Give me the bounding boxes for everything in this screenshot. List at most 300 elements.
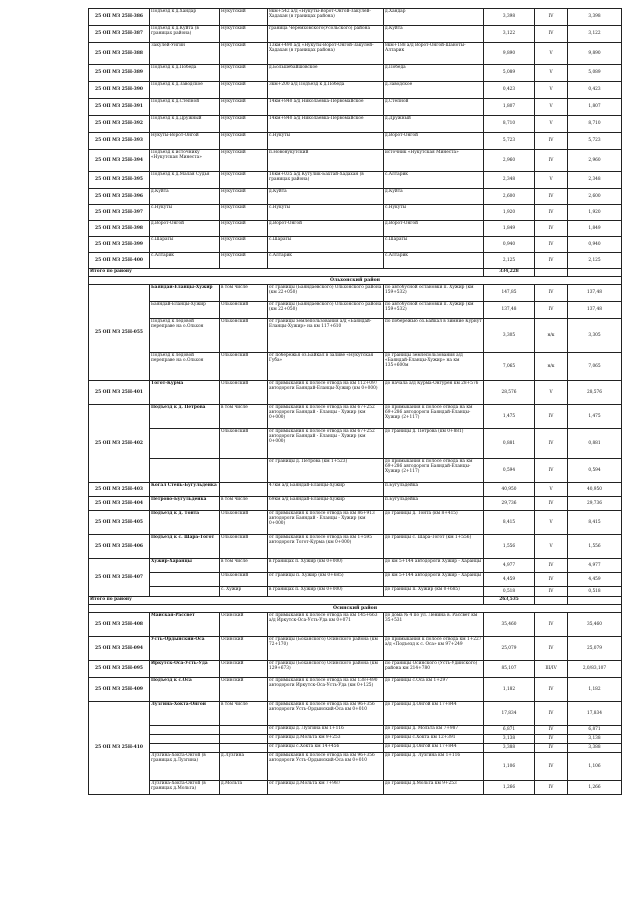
road-end-point: с.Алтарик xyxy=(384,172,484,189)
road-name: Подъезд к д.Победа xyxy=(150,65,220,82)
road-length-by-category: 29,736 xyxy=(568,497,622,511)
road-district xyxy=(220,459,268,483)
road-length-by-category: 3,398 xyxy=(568,9,622,26)
road-start-point: от примыкания к полосе отвода на км 112+097 автодороги Баяндай-Еланцы-Хужир (км 0+000) xyxy=(268,381,384,405)
road-start-point: с.Шараты xyxy=(268,237,384,253)
road-name: Лузгина-Хокта-Онгой xyxy=(150,702,220,726)
road-start-point: от примыкания к полосе отвода на км 96+356 автодороги Усть-Ордынский-Оса км 0+010 xyxy=(268,702,384,726)
road-length-by-category: 1,556 xyxy=(568,535,622,559)
road-district: Ольхонский xyxy=(220,381,268,405)
road-category: IV xyxy=(535,285,568,302)
road-end-point: до границы д. Лузгина км 1+116 xyxy=(384,753,484,781)
road-end-point: до границы д. Петрова (км 0+881) xyxy=(384,429,484,459)
road-end-point: по автобусной остановки п. Хужир (км 159+532) xyxy=(384,302,484,319)
road-length: 8,415 xyxy=(484,511,535,535)
road-code: 25 ОП МЗ 25Н-387 xyxy=(89,26,150,43)
table-row xyxy=(89,99,622,116)
table-row xyxy=(89,735,622,744)
road-start-point: от примыкания к полосе отвода на км 145+663 а/д Иркутск-Оса-Усть-Уда км 0+071 xyxy=(268,613,384,637)
road-length-by-category: 5,723 xyxy=(568,133,622,150)
road-start-point: 16км+035 а/д Кутулик-Бахтай-Хадахан (в границах района) xyxy=(268,172,384,189)
road-start-point: в границах п. Хужир (км 0+000) xyxy=(268,559,384,573)
table-row xyxy=(89,172,622,189)
road-end-point: до границы с.Хокта км 12+391 xyxy=(384,735,484,744)
road-length-by-category: 3,138 xyxy=(568,735,622,744)
road-name: Закулей-Унгин xyxy=(150,43,220,65)
road-code: 25 ОП МЗ 25Н-095 xyxy=(89,661,150,678)
road-end-point: с.Алтарик xyxy=(384,253,484,269)
road-category: IV xyxy=(535,253,568,269)
road-start-point: д.Большебайшовское xyxy=(268,65,384,82)
table-row xyxy=(89,116,622,133)
road-length: 2,348 xyxy=(484,172,535,189)
road-start-point: от границы (Боханского) Осинского района (км 129+673) xyxy=(268,661,384,678)
road-length-by-category: 0,881 xyxy=(568,429,622,459)
road-code: 25 ОП МЗ 25Н-398 xyxy=(89,221,150,237)
road-start-point: от границы с.Хокта км 14+456 xyxy=(268,744,384,753)
road-district: Нукутский xyxy=(220,172,268,189)
road-length: 1,475 xyxy=(484,405,535,429)
table-row xyxy=(89,483,622,497)
road-district xyxy=(220,483,268,497)
road-code: 25 ОП МЗ 25Н-400 xyxy=(89,253,150,269)
road-name: Подъезд к ледовой переправе на о.Ольхон xyxy=(150,319,220,353)
road-length: 25,079 xyxy=(484,637,535,661)
road-category: IV xyxy=(535,221,568,237)
road-name: Подъезд к д.Степной xyxy=(150,99,220,116)
district-total-row xyxy=(89,269,622,277)
district-name: Осинский район xyxy=(89,605,622,613)
road-length-by-category: 2,0/83,107 xyxy=(568,661,622,678)
road-length: 40,950 xyxy=(484,483,535,497)
road-start-point: 8км+542 а/д «Нукуты-Ворот-Онгой-Закулей-Хадахан (в границах района) xyxy=(268,9,384,26)
road-start-point: д.Ворот-Онгой xyxy=(268,221,384,237)
table-row xyxy=(89,678,622,702)
road-start-point: от примыкания к полосе отвода на км 96+356 автодороги Усть-Ордынский-Оса км 0+010 xyxy=(268,753,384,781)
total-empty-cell xyxy=(535,269,568,277)
road-length-by-category: 1,807 xyxy=(568,99,622,116)
road-length: 8,710 xyxy=(484,116,535,133)
table-row xyxy=(89,497,622,511)
road-start-point: от границы п. Хужир (км 0+685) xyxy=(268,573,384,587)
road-category: IV xyxy=(535,429,568,459)
road-length: 2,600 xyxy=(484,189,535,205)
road-end-point: д.Заводское xyxy=(384,82,484,99)
road-start-point: от примыкания к полосе отвода на км 67+252 автодороги Баяндай - Еланцы - Хужир (км 0+000) xyxy=(268,429,384,459)
road-district: Ольхонский xyxy=(220,511,268,535)
road-category: IV xyxy=(535,150,568,172)
road-district: Нукутский xyxy=(220,133,268,150)
road-code: 25 ОП МЗ 25Н-391 xyxy=(89,99,150,116)
road-length: 0,940 xyxy=(484,237,535,253)
road-category: IV xyxy=(535,587,568,597)
road-length: 1,182 xyxy=(484,678,535,702)
road-district: Ольхонский xyxy=(220,353,268,381)
road-district: Ольхонский xyxy=(220,535,268,559)
total-label: Итого по району xyxy=(89,269,484,277)
road-name: Подъезд к д.Хандар xyxy=(150,9,220,26)
road-name xyxy=(150,573,220,587)
road-category: V xyxy=(535,535,568,559)
road-district xyxy=(220,744,268,753)
road-end-point: до границы д. Мольта км 7+987 xyxy=(384,726,484,735)
road-length-by-category: 3,388 xyxy=(568,744,622,753)
road-code: 25 ОП МЗ 25Н-404 xyxy=(89,497,150,511)
road-district: Нукутский xyxy=(220,205,268,221)
table-row xyxy=(89,82,622,99)
total-empty-cell xyxy=(568,597,622,605)
road-district: в том числе xyxy=(220,405,268,429)
road-end-point: 8км+188 а/д Ворот-Онгой-Шаноты-Алтарик xyxy=(384,43,484,65)
road-name: Подъезд к ледовой переправе на о.Ольхон xyxy=(150,353,220,381)
road-district: Ольхонский xyxy=(220,319,268,353)
road-length: 6,871 xyxy=(484,726,535,735)
road-name: Подъезд к д. Петрова xyxy=(150,405,220,429)
road-length: 17,834 xyxy=(484,702,535,726)
road-name: Усть-Ордынский-Оса xyxy=(150,637,220,661)
road-name: с.Алтарик xyxy=(150,253,220,269)
road-end-point: до границы д.Мольта км 9+253 xyxy=(384,781,484,795)
road-end-point: до начала а/д Курма-Онгурен км 28+576 xyxy=(384,381,484,405)
road-district: Нукутский xyxy=(220,116,268,133)
road-end-point: до границы п. Хужир (км 0+685) xyxy=(384,587,484,597)
table-row xyxy=(89,587,622,597)
road-category: V xyxy=(535,381,568,405)
table-row xyxy=(89,302,622,319)
road-district: Ольхонский xyxy=(220,429,268,459)
table-row xyxy=(89,221,622,237)
road-start-point: д.Куйта xyxy=(268,189,384,205)
road-start-point: от примыкания к полосе отвода на км 67+252 автодороги Баяндай - Еланцы - Хужир (км 0+000) xyxy=(268,405,384,429)
road-start-point: в границах п. Хужир (км 0+000) xyxy=(268,587,384,597)
road-category: IV xyxy=(535,302,568,319)
road-start-point: 13км+490 а/д «Нукуты-Ворот-Онгой-Закулей-Хадахан (в границах района) xyxy=(268,43,384,65)
road-code: 25 ОП МЗ 25Н-409 xyxy=(89,678,150,702)
road-length-by-category: 1,182 xyxy=(568,678,622,702)
road-district: Нукутский xyxy=(220,99,268,116)
road-code: 25 ОП МЗ 25Н-393 xyxy=(89,133,150,150)
road-category: V xyxy=(535,483,568,497)
road-length: 0,423 xyxy=(484,82,535,99)
road-length: 1,556 xyxy=(484,535,535,559)
table-row xyxy=(89,459,622,483)
road-category: IV xyxy=(535,205,568,221)
table-row xyxy=(89,133,622,150)
road-length-by-category: 35,460 xyxy=(568,613,622,637)
road-end-point: д.Победа xyxy=(384,65,484,82)
road-length: 9,890 xyxy=(484,43,535,65)
table-row xyxy=(89,237,622,253)
road-category: V xyxy=(535,116,568,133)
road-district: Нукутский xyxy=(220,82,268,99)
road-length-by-category: 0,594 xyxy=(568,459,622,483)
road-code: 25 ОП МЗ 25Н-397 xyxy=(89,205,150,221)
road-end-point: д.Дружный xyxy=(384,116,484,133)
road-code: 25 ОП МЗ 25Н-402 xyxy=(89,405,150,483)
road-name: Баяндай-Еланцы-Хужир xyxy=(150,302,220,319)
road-name: Подъезд к д.Куйта (в границах района) xyxy=(150,26,220,43)
road-category: IV xyxy=(535,613,568,637)
road-length-by-category: 137,48 xyxy=(568,285,622,302)
road-code: 25 ОП МЗ 25Н-389 xyxy=(89,65,150,82)
road-name: Петрово-Бугульдейка xyxy=(150,497,220,511)
road-start-point: с.Нукуты xyxy=(268,205,384,221)
road-length-by-category: 17,834 xyxy=(568,702,622,726)
road-start-point: от примыкания к полосе отвода на км 138+490 автодороги Иркутск-Оса-Усть-Уда (км 0+125) xyxy=(268,678,384,702)
road-length: 5,723 xyxy=(484,133,535,150)
road-end-point: п.Бугульдейка xyxy=(384,497,484,511)
road-code: 25 ОП МЗ 25Н-401 xyxy=(89,381,150,405)
road-length-by-category: 3,305 xyxy=(568,319,622,353)
road-district: Нукутский xyxy=(220,189,268,205)
road-length-by-category: 1,849 xyxy=(568,221,622,237)
road-code: 25 ОП МЗ 25Н-390 xyxy=(89,82,150,99)
road-length: 28,576 xyxy=(484,381,535,405)
road-name xyxy=(150,744,220,753)
table-row xyxy=(89,702,622,726)
road-start-point: от побережья оз.Байкал в заливе «Нукутская Губа» xyxy=(268,353,384,381)
road-length-by-category: 9,890 xyxy=(568,43,622,65)
total-empty-cell xyxy=(568,269,622,277)
road-category: н/к xyxy=(535,319,568,353)
road-length: 3,122 xyxy=(484,26,535,43)
road-name: Хужир-Харанцы xyxy=(150,559,220,573)
road-length: 147,85 xyxy=(484,285,535,302)
road-district: д.Лузгина xyxy=(220,753,268,781)
road-district: в том числе xyxy=(220,559,268,573)
road-length: 1,807 xyxy=(484,99,535,116)
road-end-point: д.Куйта xyxy=(384,26,484,43)
table-row xyxy=(89,429,622,459)
road-name: Подъезд к д. Тонта xyxy=(150,511,220,535)
road-code: 25 ОП МЗ 25Н-386 xyxy=(89,9,150,26)
road-start-point: от границы д.Мольта км 9+253 xyxy=(268,735,384,744)
road-length-by-category: 0,940 xyxy=(568,237,622,253)
road-category: IV xyxy=(535,573,568,587)
road-length: 1,920 xyxy=(484,205,535,221)
road-district xyxy=(220,735,268,744)
road-start-point: от границы д. Петрова (км 1+523) xyxy=(268,459,384,483)
total-value: 263,535 xyxy=(484,597,535,605)
road-length: 2,960 xyxy=(484,150,535,172)
road-end-point: до границы д.Онгой км 17+844 xyxy=(384,702,484,726)
table-row xyxy=(89,150,622,172)
road-length: 4,977 xyxy=(484,559,535,573)
road-length: 7,065 xyxy=(484,353,535,381)
road-category: V xyxy=(535,99,568,116)
total-value: 334,228 xyxy=(484,269,535,277)
road-name xyxy=(150,459,220,483)
road-length-by-category: 2,125 xyxy=(568,253,622,269)
road-category: IV xyxy=(535,497,568,511)
road-code: 25 ОП МЗ 25Н-394 xyxy=(89,150,150,172)
road-length-by-category: 25,079 xyxy=(568,637,622,661)
road-length: 1,106 xyxy=(484,753,535,781)
table-row xyxy=(89,26,622,43)
road-start-point: 14км+840 а/д Николаевка-Первомайское xyxy=(268,99,384,116)
road-start-point: граница Черемховского(Усольского) района xyxy=(268,26,384,43)
road-length: 1,266 xyxy=(484,781,535,795)
road-start-point: 3км+200 а/д Подъезд к д.Победа xyxy=(268,82,384,99)
road-name: Подъезд к с.Оса xyxy=(150,678,220,702)
road-name xyxy=(150,735,220,744)
road-end-point: д.Хандар xyxy=(384,9,484,26)
road-district: в том числе xyxy=(220,702,268,726)
road-district: Нукутский xyxy=(220,43,268,65)
road-length-by-category: 6,871 xyxy=(568,726,622,735)
road-length-by-category: 0,518 xyxy=(568,587,622,597)
road-district: Ольхонский xyxy=(220,573,268,587)
road-category: IV xyxy=(535,753,568,781)
road-length-by-category: 4,977 xyxy=(568,559,622,573)
road-name: Лузгина-Хокта-Онгой (в границах д.Лузгина) xyxy=(150,753,220,781)
road-name: Баяндай-Еланцы-Хужир xyxy=(150,285,220,302)
road-district xyxy=(220,726,268,735)
road-name: Иркутск-Оса-Усть-Уда xyxy=(150,661,220,678)
road-end-point: до границы с. Шара-Тогот (км 1+556) xyxy=(384,535,484,559)
road-district: Нукутский xyxy=(220,150,268,172)
road-district: Нукутский xyxy=(220,221,268,237)
table-row xyxy=(89,753,622,781)
road-name: с.Нукуты xyxy=(150,205,220,221)
road-length-by-category: 7,065 xyxy=(568,353,622,381)
road-district: Нукутский xyxy=(220,65,268,82)
table-row xyxy=(89,637,622,661)
table-row xyxy=(89,9,622,26)
road-length-by-category: 137,48 xyxy=(568,302,622,319)
road-end-point: до км 5+144 автодороги Хужир - Харанцы xyxy=(384,559,484,573)
road-code: 25 ОП МЗ 25Н-392 xyxy=(89,116,150,133)
table-row xyxy=(89,65,622,82)
total-empty-cell xyxy=(535,597,568,605)
road-length-by-category: 1,920 xyxy=(568,205,622,221)
road-length: 0,594 xyxy=(484,459,535,483)
road-end-point: п.Бугульдейка xyxy=(384,483,484,497)
road-length: 3,388 xyxy=(484,744,535,753)
road-end-point: по автобусной остановки п. Хужир (км 159+532) xyxy=(384,285,484,302)
table-row xyxy=(89,319,622,353)
road-length-by-category: 2,600 xyxy=(568,189,622,205)
road-category: V xyxy=(535,43,568,65)
road-category: IV xyxy=(535,678,568,702)
road-name: д.Ворот-Онгой xyxy=(150,221,220,237)
road-name: Тогот-Курма xyxy=(150,381,220,405)
road-end-point: д.Куйта xyxy=(384,189,484,205)
road-start-point: 69км а/д Баяндай-Еланцы-Хужир xyxy=(268,497,384,511)
road-code: 25 ОП МЗ 25Н-395 xyxy=(89,172,150,189)
road-length: 2,125 xyxy=(484,253,535,269)
table-row xyxy=(89,405,622,429)
table-row xyxy=(89,511,622,535)
road-length: 4,459 xyxy=(484,573,535,587)
road-category: IV xyxy=(535,237,568,253)
road-category: IV xyxy=(535,26,568,43)
road-category: н/к xyxy=(535,353,568,381)
road-start-point: от границы д.Мольта км 7+987 xyxy=(268,781,384,795)
road-district: в том числе xyxy=(220,497,268,511)
road-start-point: от примыкания к полосе отвода на км 1+595 автодороги Тогот-Курма (км 0+000) xyxy=(268,535,384,559)
road-category: IV xyxy=(535,735,568,744)
road-code: 25 ОП МЗ 25Н-396 xyxy=(89,189,150,205)
road-category: V xyxy=(535,82,568,99)
road-name: д.Куйта xyxy=(150,189,220,205)
road-category: IV xyxy=(535,726,568,735)
road-district: Нукутский xyxy=(220,253,268,269)
road-length-by-category: 0,423 xyxy=(568,82,622,99)
road-category: IV xyxy=(535,781,568,795)
road-end-point: с.Шараты xyxy=(384,237,484,253)
road-start-point: от границы землепользования а/д «Баяндай-Еланцы-Хужир» на км 117+610 xyxy=(268,319,384,353)
road-end-point: до примыкания к полосе отвода на км 69+286 автодороги Баяндай-Еланцы-Хужир (2+117) xyxy=(384,405,484,429)
road-length-by-category: 5,089 xyxy=(568,65,622,82)
road-name: Подъезд к источнику «Нукутская Минеста» xyxy=(150,150,220,172)
road-start-point: от границы (Баяндаевского) Ольхонского района (км 22+050) xyxy=(268,285,384,302)
road-name: Когал Степь-Бугульдейка xyxy=(150,483,220,497)
road-length: 0,881 xyxy=(484,429,535,459)
road-district: в том числе xyxy=(220,285,268,302)
road-category: IV xyxy=(535,9,568,26)
road-name: Майская-Рассвет xyxy=(150,613,220,637)
district-name: Ольхонский район xyxy=(89,277,622,285)
road-end-point: д.Степной xyxy=(384,99,484,116)
roads-table-body xyxy=(89,9,622,795)
road-district: с. Хужир xyxy=(220,587,268,597)
road-start-point: от границы (Баяндаевского) Ольхонского района (км 22+050) xyxy=(268,302,384,319)
table-row xyxy=(89,573,622,587)
road-length: 85,107 xyxy=(484,661,535,678)
table-row xyxy=(89,613,622,637)
road-name: Подъезд к д.Малая Судья xyxy=(150,172,220,189)
table-row xyxy=(89,189,622,205)
road-district: Ольхонский xyxy=(220,302,268,319)
road-category: IV xyxy=(535,744,568,753)
road-end-point: до км 5+144 автодороги Хужир - Харанцы xyxy=(384,573,484,587)
road-category: V xyxy=(535,172,568,189)
road-name: Лузгина-Хокта-Онгой (в границах д.Мольта) xyxy=(150,781,220,795)
road-length: 0,518 xyxy=(484,587,535,597)
road-name: Подъезд к с. Шара-Тогот xyxy=(150,535,220,559)
road-end-point: до границы с.Оса км 1+297 xyxy=(384,678,484,702)
road-name xyxy=(150,429,220,459)
road-code: 25 ОП МЗ 25Н-408 xyxy=(89,613,150,637)
road-end-point: до границы д. Тонта (км 8+415) xyxy=(384,511,484,535)
table-row xyxy=(89,781,622,795)
road-length: 137,48 xyxy=(484,302,535,319)
road-length: 5,089 xyxy=(484,65,535,82)
road-name: Подъезд к д.Заводское xyxy=(150,82,220,99)
road-start-point: с.Нукуты xyxy=(268,133,384,150)
table-row xyxy=(89,661,622,678)
road-name: с.Шараты xyxy=(150,237,220,253)
road-code: 25 ОП МЗ 25Н-406 xyxy=(89,535,150,559)
road-district: Осинский xyxy=(220,637,268,661)
road-length-by-category: 3,122 xyxy=(568,26,622,43)
road-name xyxy=(150,587,220,597)
road-length-by-category: 2,348 xyxy=(568,172,622,189)
road-district: Нукутский xyxy=(220,9,268,26)
road-start-point: с.Алтарик xyxy=(268,253,384,269)
document-page xyxy=(88,8,621,795)
road-end-point: по границы Осинского (Усть-Удинского) района км 214+780 xyxy=(384,661,484,678)
road-end-point: д.Ворот-Онгой xyxy=(384,133,484,150)
road-length-by-category: 1,266 xyxy=(568,781,622,795)
road-length-by-category: 40,950 xyxy=(568,483,622,497)
road-start-point: 14км+840 а/д Николаевка-Первомайское xyxy=(268,116,384,133)
road-district: Осинский xyxy=(220,678,268,702)
road-category: IV xyxy=(535,189,568,205)
road-end-point: источник «Нукутская Минеста» xyxy=(384,150,484,172)
road-category: V xyxy=(535,511,568,535)
